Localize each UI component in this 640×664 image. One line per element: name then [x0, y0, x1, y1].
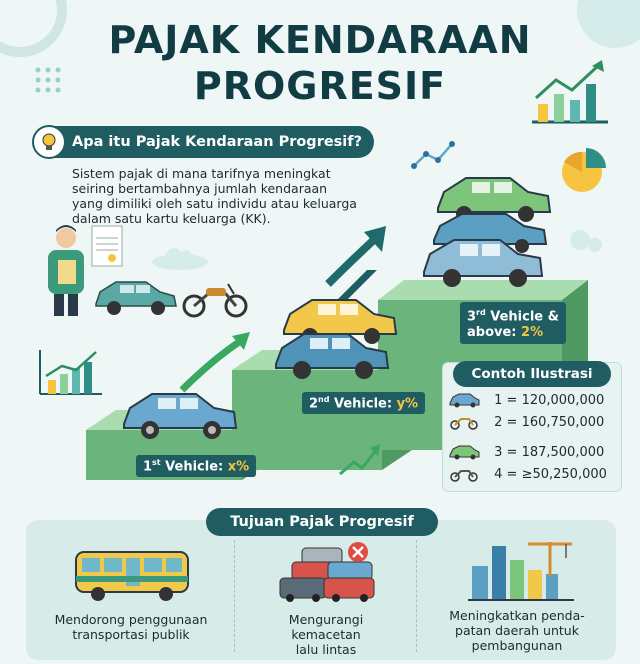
pie-chart-icon: [558, 148, 610, 194]
step3-label: 3rd Vehicle & above: 2%: [460, 302, 566, 344]
car-step3-blue-icon: [418, 232, 548, 290]
intro-heading-pill: [34, 126, 374, 158]
car-step2-blue-icon: [270, 326, 394, 382]
intro-body: [72, 166, 402, 226]
cloud-icon: [150, 246, 210, 270]
step2-label: 2nd Vehicle: y%: [302, 392, 425, 414]
page-title-line1: PAJAK KENDARAAN: [108, 18, 532, 62]
example-row: 2 = 160,750,000: [448, 414, 604, 430]
example-row: 4 = ≥50,250,000: [448, 466, 607, 482]
city-construction-icon: [466, 536, 576, 602]
goal-text-revenue: Meningkatkan penda- patan daerah untuk pembangunan: [449, 608, 585, 653]
trend-line-icon: [410, 140, 456, 172]
goal-text-public-transport: Mendorong penggunaan transportasi publik: [54, 612, 208, 642]
car-icon: [448, 392, 480, 408]
example-row: 1 = 120,000,000: [448, 392, 604, 408]
divider: [416, 540, 417, 652]
goal-text-traffic: Mengurangi kemacetan lalu lintas: [288, 612, 364, 657]
traffic-jam-icon: [272, 540, 382, 606]
car-step1-icon: [118, 384, 242, 442]
motorcycle-icon: [448, 414, 480, 430]
intro-line: yang dimiliki oleh satu individu atau keluarga: [72, 196, 357, 211]
goals-heading: Tujuan Pajak Progresif: [206, 508, 438, 536]
step1-label: 1st Vehicle: x%: [136, 455, 256, 477]
intro-heading: Apa itu Pajak Kendaraan Progresif?: [72, 134, 362, 150]
example-heading: Contoh Ilustrasi: [453, 361, 611, 387]
small-up-arrow-icon: [336, 440, 384, 480]
bus-icon: [72, 546, 192, 604]
intro-line: Sistem pajak di mana tarifnya meningkat: [72, 166, 331, 181]
up-arrow-icon: [320, 222, 400, 292]
growth-chart-icon: [528, 58, 610, 126]
example-row: 3 = 187,500,000: [448, 444, 604, 460]
page-title-line2: PROGRESIF: [193, 64, 447, 108]
intro-line: seiring bertambahnya jumlah kendaraan: [72, 181, 328, 196]
motorcycle-icon: [448, 466, 480, 482]
divider: [234, 540, 235, 652]
car-icon: [448, 444, 480, 460]
intro-line: dalam satu kartu keluarga (KK).: [72, 211, 271, 226]
lightbulb-icon: [32, 125, 66, 159]
